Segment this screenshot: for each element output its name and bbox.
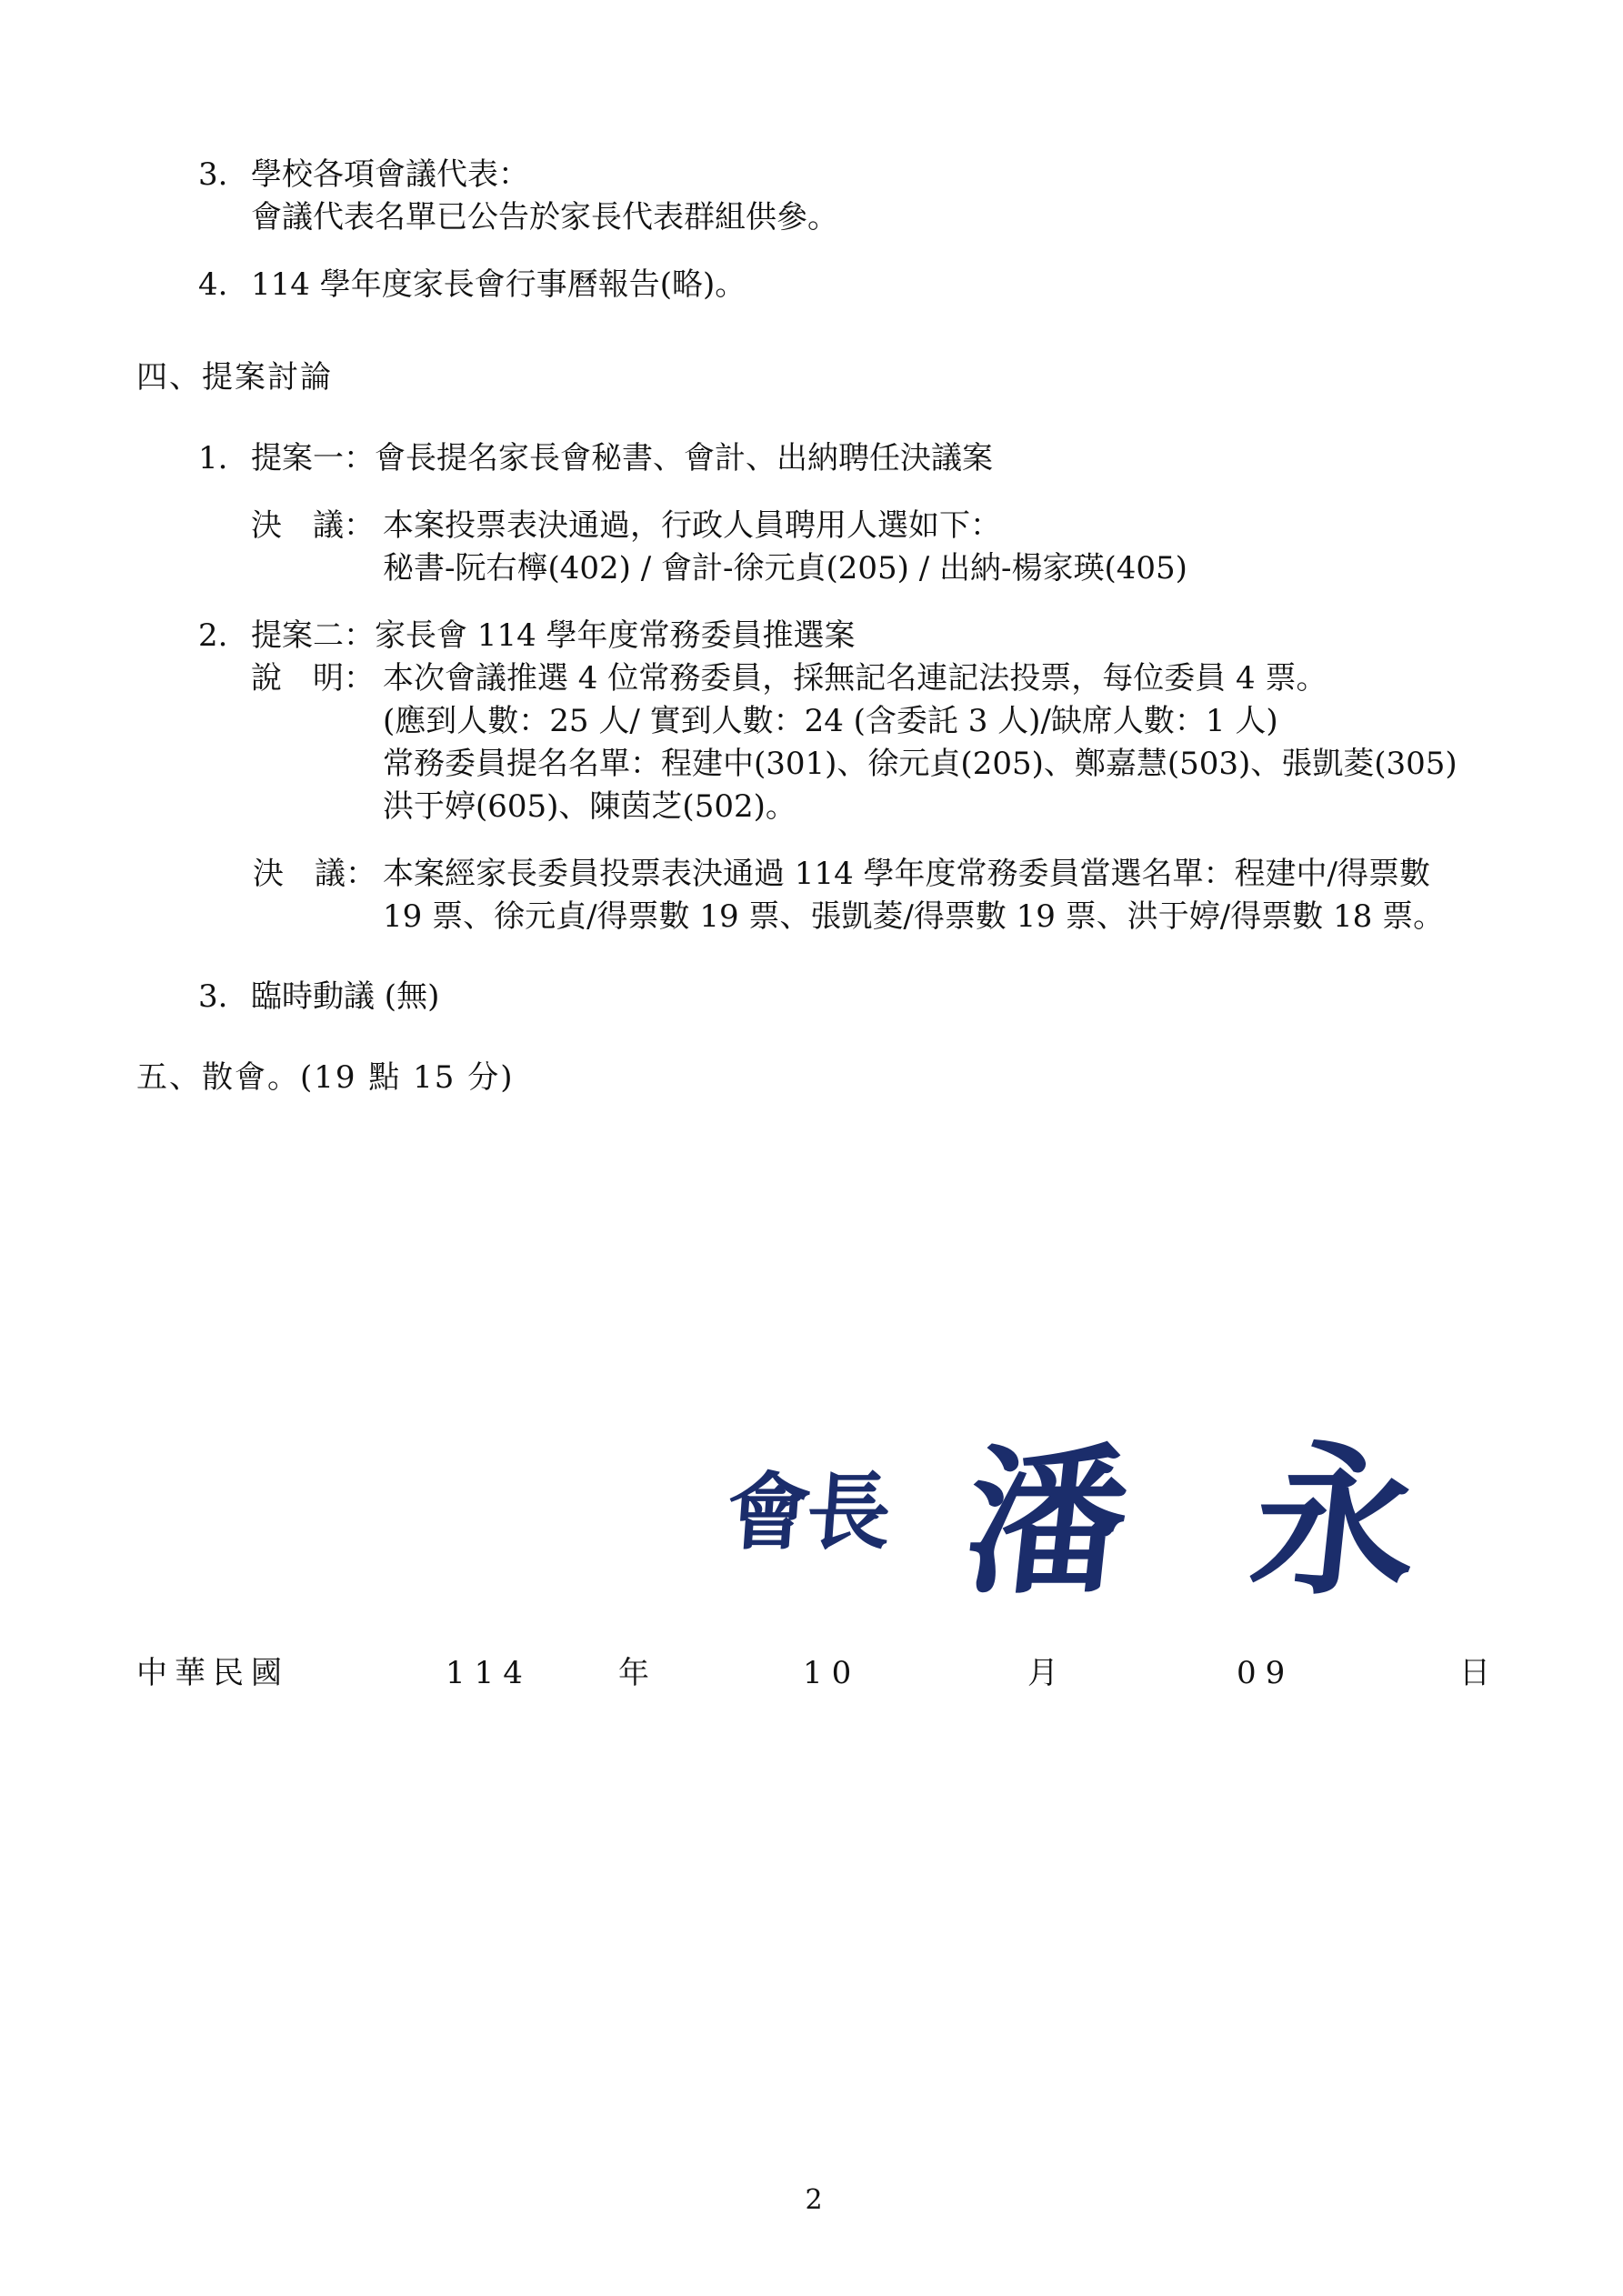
proposal2-title: 提案二：家長會 114 學年度常務委員推選案	[251, 617, 856, 654]
report-item-4-title: 114 學年度家長會行事曆報告(略)。	[251, 266, 746, 303]
report-item-3-num: 3.	[198, 156, 228, 193]
page-number: 2	[805, 2184, 823, 2216]
date-year: 114	[446, 1655, 532, 1691]
proposal3-title: 臨時動議 (無)	[251, 978, 440, 1015]
date-month: 10	[803, 1655, 861, 1691]
date-day: 09	[1237, 1655, 1295, 1691]
report-item-3-detail: 會議代表名單已公告於家長代表群組供參。	[251, 199, 838, 236]
date-prefix: 中華民國	[136, 1655, 289, 1691]
section-five-heading: 五、散會。(19 點 15 分)	[136, 1059, 515, 1096]
proposal1-resolution-line-1: 本案投票表決通過，行政人員聘用人選如下：	[383, 507, 1001, 544]
proposal2-num: 2.	[198, 617, 228, 654]
report-item-4-num: 4.	[198, 266, 228, 303]
proposal2-explain-line-3: 常務委員提名名單：程建中(301)、徐元貞(205)、鄭嘉慧(503)、張凱菱(305)	[383, 746, 1458, 782]
proposal2-explain-line-2: (應到人數：25 人/ 實到人數：24 (含委託 3 人)/缺席人數：1 人)	[383, 703, 1278, 739]
signature-name-2: 永	[1243, 1428, 1428, 1618]
proposal2-explain-line-4: 洪于婷(605)、陳茵芝(502)。	[383, 788, 796, 825]
proposal1-title: 提案一：會長提名家長會秘書、會計、出納聘任決議案	[251, 440, 993, 476]
proposal1-resolution-label: 決 議：	[251, 507, 375, 544]
signature-name-1: 潘	[957, 1431, 1137, 1616]
proposal3-num: 3.	[198, 978, 228, 1015]
date-year-unit: 年	[618, 1655, 649, 1691]
proposal1-num: 1.	[198, 440, 228, 476]
date-day-unit: 日	[1459, 1655, 1490, 1691]
signature-title: 會長	[723, 1464, 891, 1561]
proposal2-explain-label: 說 明：	[251, 660, 375, 697]
report-item-3-title: 學校各項會議代表：	[251, 156, 529, 193]
proposal2-resolution-label: 決 議：	[253, 856, 376, 892]
proposal2-explain-line-1: 本次會議推選 4 位常務委員，採無記名連記法投票，每位委員 4 票。	[383, 660, 1327, 697]
date-month-unit: 月	[1027, 1655, 1058, 1691]
proposal1-resolution-line-2: 秘書-阮右檸(402) / 會計-徐元貞(205) / 出納-楊家瑛(405)	[383, 550, 1187, 587]
section-four-heading: 四、提案討論	[136, 359, 333, 396]
proposal2-resolution-line-2: 19 票、徐元貞/得票數 19 票、張凱菱/得票數 19 票、洪于婷/得票數 18 票。	[383, 898, 1445, 935]
proposal2-resolution-line-1: 本案經家長委員投票表決通過 114 學年度常務委員當選名單：程建中/得票數	[383, 856, 1430, 892]
